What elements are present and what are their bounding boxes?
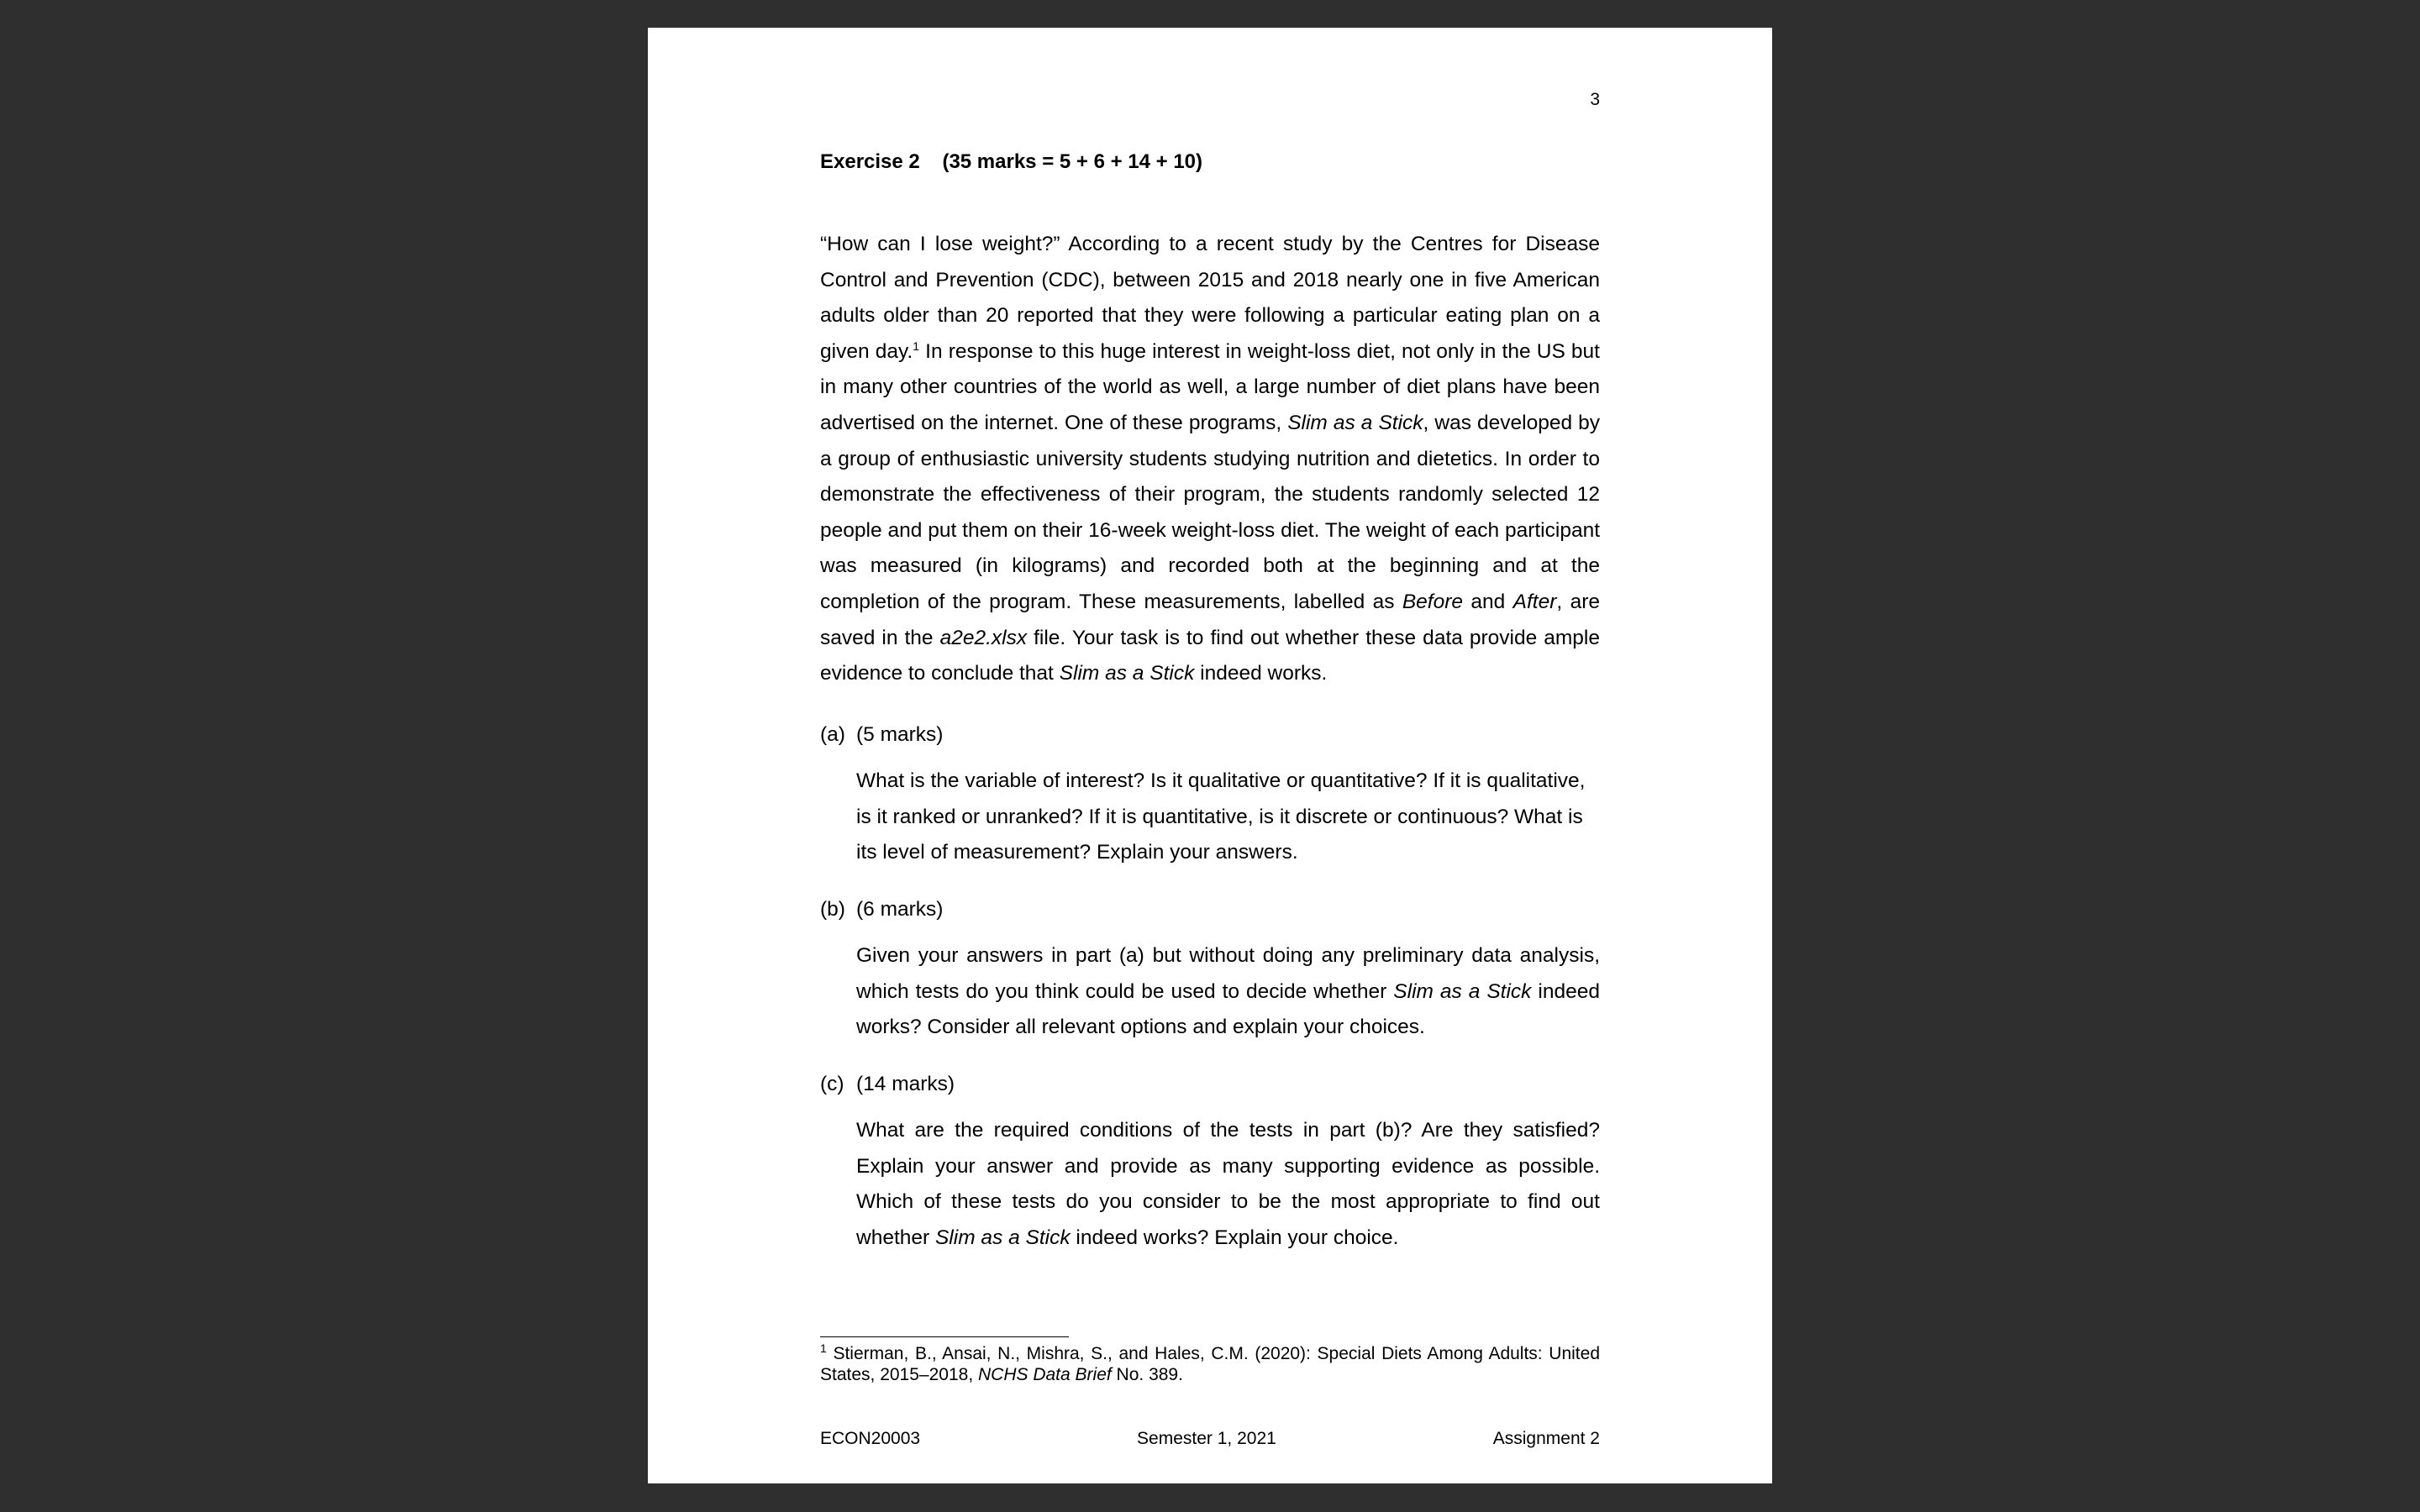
document-page bbox=[648, 28, 1772, 1483]
part-b-text-2: indeed works? Consider all relevant options and explain your choices. bbox=[856, 979, 1600, 1039]
part-b-text-1: Given your answers in part (a) but without doing any preliminary data analysis, which tests do you think could be used to decide whether bbox=[856, 944, 1600, 1003]
page-footer bbox=[820, 1429, 1600, 1449]
intro-text-7: indeed works. bbox=[1194, 662, 1328, 685]
part-b-letter: (b) bbox=[820, 898, 845, 921]
footnote-text-1: Stierman, B., Ansai, N., Mishra, S., and Hales, C.M. (2020): Special Diets Among Adults: United States, 2015–2018, bbox=[820, 1344, 1600, 1384]
intro-text-6: file. Your task is to find out whether these data provide ample evidence to conclude that bbox=[820, 626, 1600, 685]
footer-semester: Semester 1, 2021 bbox=[1137, 1429, 1276, 1448]
part-b-marks: (6 marks) bbox=[856, 898, 944, 921]
intro-text-3: , was developed by a group of enthusiastic university students studying nutrition and dietetics. In order to demonstrate the effectiveness of their program, the students randomly selected 12 people and put them on their 16-week weight-loss diet. The weight of each participant was measured (in kilograms) and recorded both at the beginning and at the completion of the program. These measurements, labelled as bbox=[820, 411, 1600, 613]
page-number: 3 bbox=[1590, 90, 1600, 109]
part-c-program-name: Slim as a Stick bbox=[934, 1226, 1071, 1249]
exercise-heading bbox=[820, 150, 1202, 174]
part-b-heading bbox=[820, 898, 943, 921]
footnote-marker: 1 bbox=[820, 1341, 827, 1355]
footnote-reference: 1 bbox=[913, 339, 920, 353]
part-c-question bbox=[856, 1113, 1600, 1256]
part-a-heading bbox=[820, 723, 943, 747]
part-c-marks: (14 marks) bbox=[856, 1073, 955, 1095]
program-name-2: Slim as a Stick bbox=[1059, 662, 1195, 685]
footnote-journal: NCHS Data Brief bbox=[978, 1365, 1112, 1384]
part-a-question: What is the variable of interest? Is it qualitative or quantitative? If it is qualitative, is it ranked or unranked? If it is quantitative, is it discrete or continuous? What is its level of measurement? Explain your answers. bbox=[856, 769, 1586, 864]
part-c-text-1: What are the required conditions of the tests in part (b)? Are they satisfied? Explain your answer and provide as many supporting evidence as possible. Which of these tests do you consider to be the most appropriate to find out whether bbox=[856, 1119, 1600, 1249]
label-after: After bbox=[1512, 590, 1557, 613]
part-a-letter: (a) bbox=[820, 723, 845, 746]
intro-paragraph bbox=[820, 227, 1600, 692]
exercise-marks: (35 marks = 5 + 6 + 14 + 10) bbox=[942, 150, 1203, 173]
part-c-letter: (c) bbox=[820, 1073, 844, 1095]
part-c-text-2: indeed works? Explain your choice. bbox=[1070, 1226, 1399, 1249]
footer-assignment: Assignment 2 bbox=[1492, 1429, 1600, 1448]
intro-text-1: “How can I lose weight?” According to a recent study by the Centres for Disease Control and Prevention (CDC), between 2015 and 2018 nearly one in five American adults older than 20 reported that they were following a particular eating plan on a given day. bbox=[820, 233, 1600, 363]
data-filename: a2e2.xlsx bbox=[939, 626, 1028, 649]
footnote bbox=[820, 1343, 1600, 1385]
intro-text-5: , are saved in the bbox=[820, 590, 1600, 649]
label-before: Before bbox=[1402, 590, 1464, 613]
part-a-marks: (5 marks) bbox=[856, 723, 944, 746]
footer-course: ECON20003 bbox=[820, 1429, 921, 1448]
part-c-heading bbox=[820, 1073, 955, 1096]
exercise-title: Exercise 2 bbox=[820, 150, 920, 173]
intro-text-2: In response to this huge interest in weight-loss diet, not only in the US but in many other countries of the world as well, a large number of diet plans have been advertised on the internet. One of these programs, bbox=[820, 339, 1600, 434]
part-b-question bbox=[856, 938, 1600, 1046]
footnote-divider bbox=[820, 1336, 1069, 1337]
part-b-program-name: Slim as a Stick bbox=[1393, 979, 1532, 1003]
intro-text-4: and bbox=[1463, 590, 1513, 613]
footnote-text-2: No. 389. bbox=[1111, 1365, 1183, 1384]
program-name: Slim as a Stick bbox=[1287, 411, 1423, 434]
